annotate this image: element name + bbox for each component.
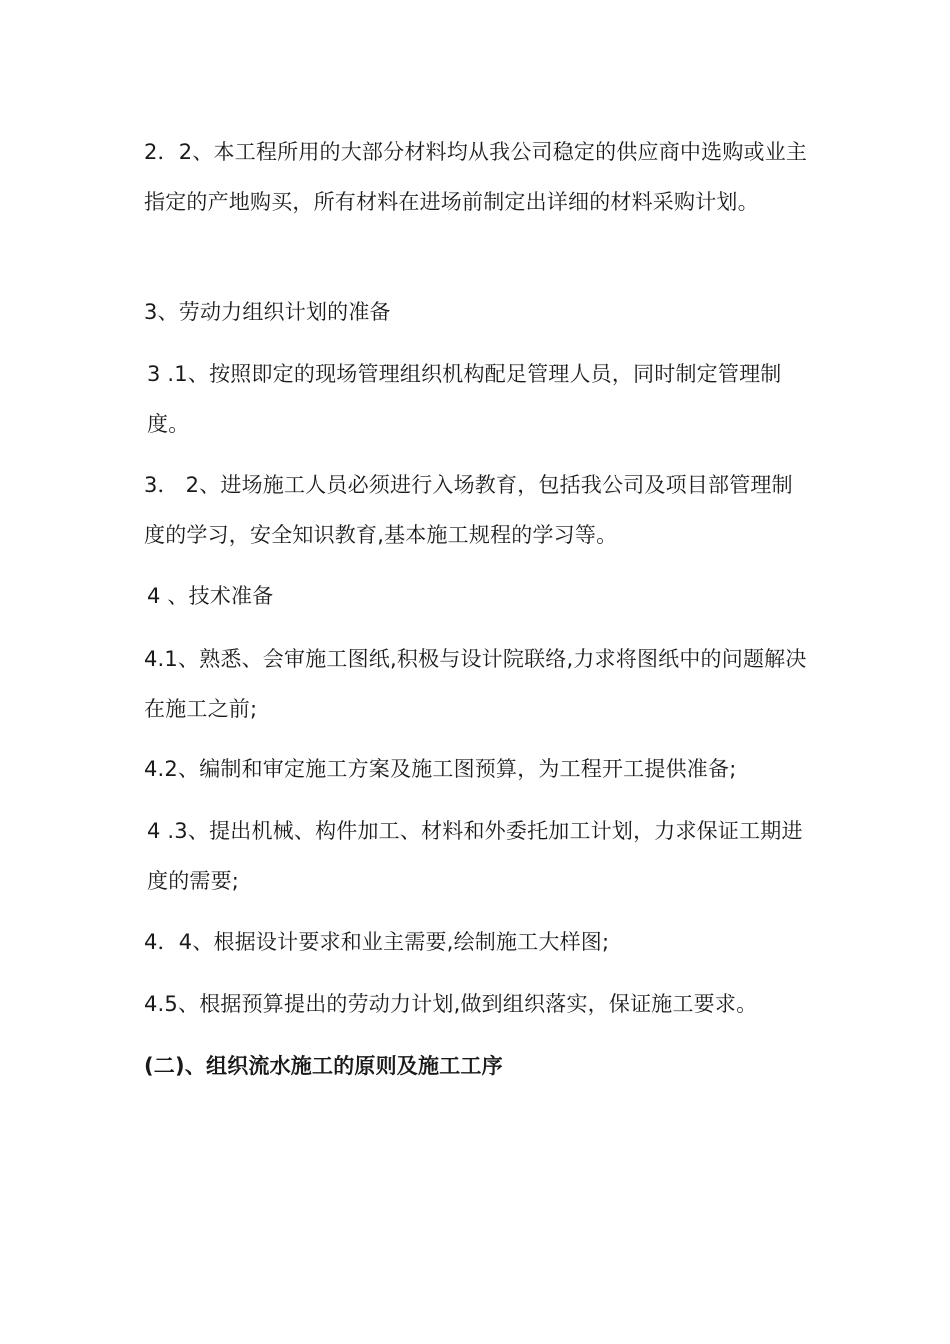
paragraph-4-2: 4.2、编制和审定施工方案及施工图预算，为工程开工提供准备; bbox=[144, 757, 737, 781]
paragraph-4-5: 4.5、根据预算提出的劳动力计划,做到组织落实，保证施工要求。 bbox=[144, 992, 758, 1016]
heading-4-technical-prep: 4 、技术准备 bbox=[147, 584, 274, 608]
heading-3-labor-plan: 3、劳动力组织计划的准备 bbox=[144, 300, 391, 324]
section-heading-2: (二)、组织流水施工的原则及施工工序 bbox=[144, 1054, 503, 1078]
paragraph-3-2: 3． 2、进场施工人员必须进行入场教育，包括我公司及项目部管理制度的学习，安全知识教育,基本施工规程的学习等。 bbox=[144, 473, 793, 547]
paragraph-4-3: 4 .3、提出机械、构件加工、材料和外委托加工计划，力求保证工期进度的需要; bbox=[147, 819, 803, 893]
paragraph-2-2: 2．2、本工程所用的大部分材料均从我公司稳定的供应商中选购或业主指定的产地购买，所有材料在进场前制定出详细的材料采购计划。 bbox=[144, 140, 808, 214]
paragraph-3-1: 3 .1、按照即定的现场管理组织机构配足管理人员，同时制定管理制度。 bbox=[147, 362, 782, 436]
paragraph-4-4: 4．4、根据设计要求和业主需要,绘制施工大样图; bbox=[144, 930, 610, 954]
paragraph-4-1: 4.1、熟悉、会审施工图纸,积极与设计院联络,力求将图纸中的问题解决在施工之前; bbox=[144, 647, 807, 721]
